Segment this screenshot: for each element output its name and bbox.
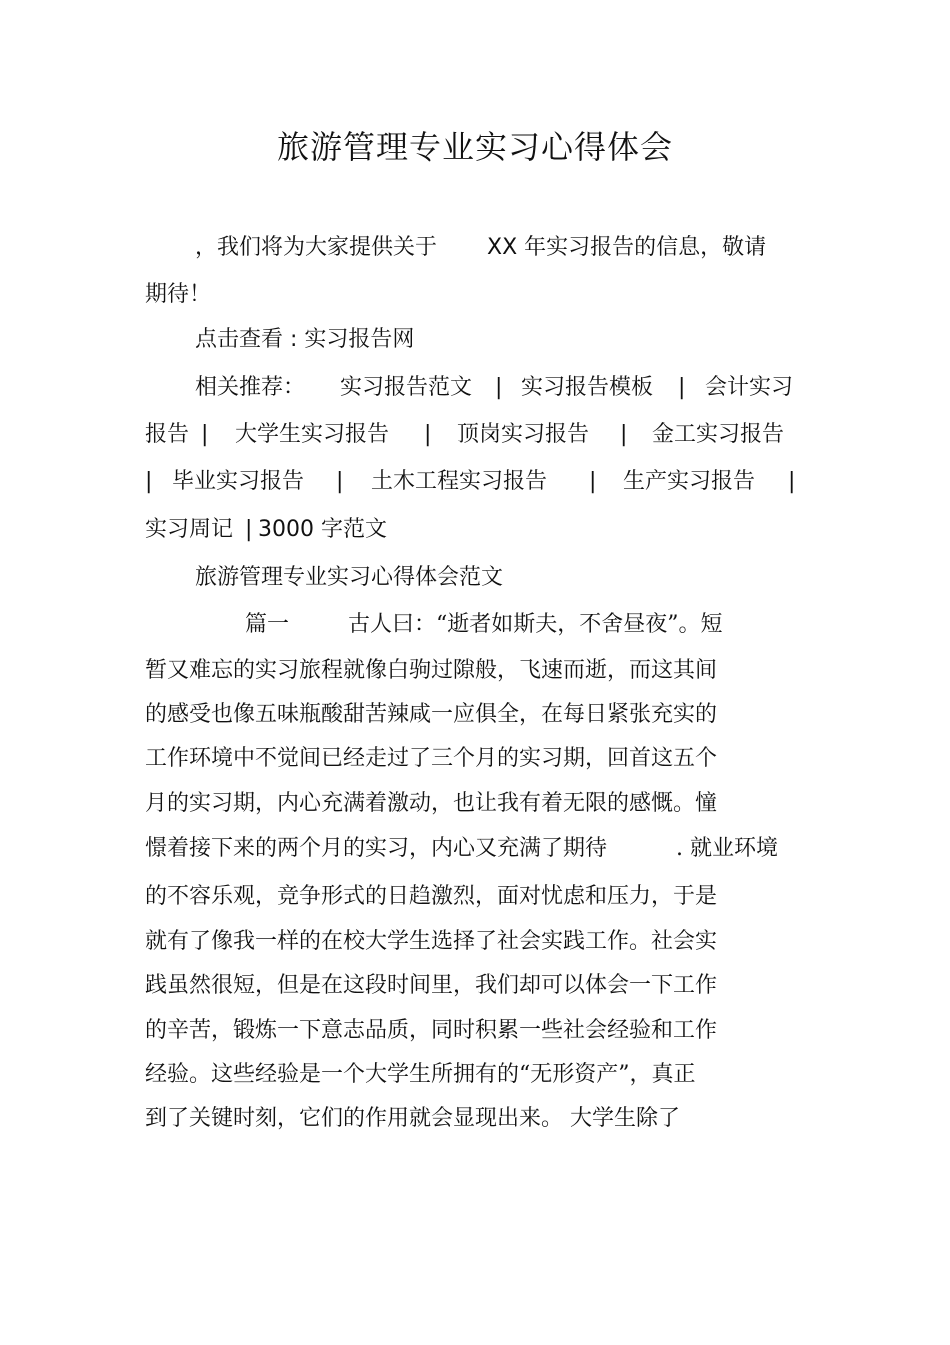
body-line: 经验。这些经验是一个大学生所拥有的“无形资产”，真正 bbox=[145, 1062, 696, 1087]
body-line: 的不容乐观，竞争形式的日趋激烈，面对忧虑和压力，于是 bbox=[145, 884, 718, 909]
section-label: 篇一 bbox=[245, 612, 290, 637]
related-link-7[interactable]: 毕业实习报告 bbox=[172, 469, 305, 494]
related-link-8[interactable]: 土木工程实习报告 bbox=[371, 469, 548, 494]
body-line: 工作环境中不觉间已经走过了三个月的实习期，回首这五个 bbox=[145, 746, 718, 771]
related-link-10[interactable]: 实习周记 bbox=[145, 517, 234, 542]
intro-part2: XX 年实习报告的信息，敬请 bbox=[487, 235, 767, 260]
section-subtitle: 旅游管理专业实习心得体会范文 bbox=[195, 565, 504, 590]
related-separator: | bbox=[201, 422, 209, 447]
body-line: 的辛苦，锻炼一下意志品质，同时积累一些社会经验和工作 bbox=[145, 1018, 718, 1043]
click-view-link[interactable]: 点击查看 : 实习报告网 bbox=[195, 327, 415, 352]
body-line: 的感受也像五味瓶酸甜苦辣咸一应俱全，在每日紧张充实的 bbox=[145, 702, 718, 727]
body-line-tail: . 就业环境 bbox=[676, 836, 778, 861]
related-link-1[interactable]: 实习报告范文 bbox=[340, 375, 473, 400]
body-line: 践虽然很短，但是在这段时间里，我们却可以体会一下工作 bbox=[145, 973, 718, 998]
related-link-4[interactable]: 大学生实习报告 bbox=[235, 422, 390, 447]
related-separator: | bbox=[620, 422, 628, 447]
body-line: 古人曰：“逝者如斯夫，不舍昼夜”。短 bbox=[348, 612, 723, 637]
body-line: 到了关键时刻，它们的作用就会显现出来。 大学生除了 bbox=[145, 1106, 680, 1131]
related-link-5[interactable]: 顶岗实习报告 bbox=[457, 422, 590, 447]
related-separator: | bbox=[788, 469, 796, 494]
body-line: 就有了像我一样的在校大学生选择了社会实践工作。社会实 bbox=[145, 929, 718, 954]
related-separator: | bbox=[245, 517, 253, 542]
body-line: 月的实习期，内心充满着激动，也让我有着无限的感慨。憧 bbox=[145, 791, 718, 816]
related-link-3a[interactable]: 会计实习 bbox=[705, 375, 794, 400]
body-line: 憬着接下来的两个月的实习，内心又充满了期待 bbox=[145, 836, 608, 861]
intro-part1: ，我们将为大家提供关于 bbox=[195, 235, 438, 260]
related-link-9[interactable]: 生产实习报告 bbox=[623, 469, 756, 494]
related-separator: | bbox=[495, 375, 503, 400]
related-link-6[interactable]: 金工实习报告 bbox=[652, 422, 785, 447]
related-separator: | bbox=[589, 469, 597, 494]
related-link-11[interactable]: 3000 字范文 bbox=[258, 517, 387, 542]
related-link-2[interactable]: 实习报告模板 bbox=[521, 375, 654, 400]
body-line: 暂又难忘的实习旅程就像白驹过隙般，飞速而逝，而这其间 bbox=[145, 658, 718, 683]
related-link-3b[interactable]: 报告 bbox=[145, 422, 190, 447]
related-label: 相关推荐： bbox=[195, 375, 306, 400]
page-title: 旅游管理专业实习心得体会 bbox=[276, 128, 673, 166]
related-separator: | bbox=[336, 469, 344, 494]
intro-part3: 期待！ bbox=[145, 282, 212, 307]
related-separator: | bbox=[145, 469, 153, 494]
related-separator: | bbox=[678, 375, 686, 400]
related-separator: | bbox=[424, 422, 432, 447]
